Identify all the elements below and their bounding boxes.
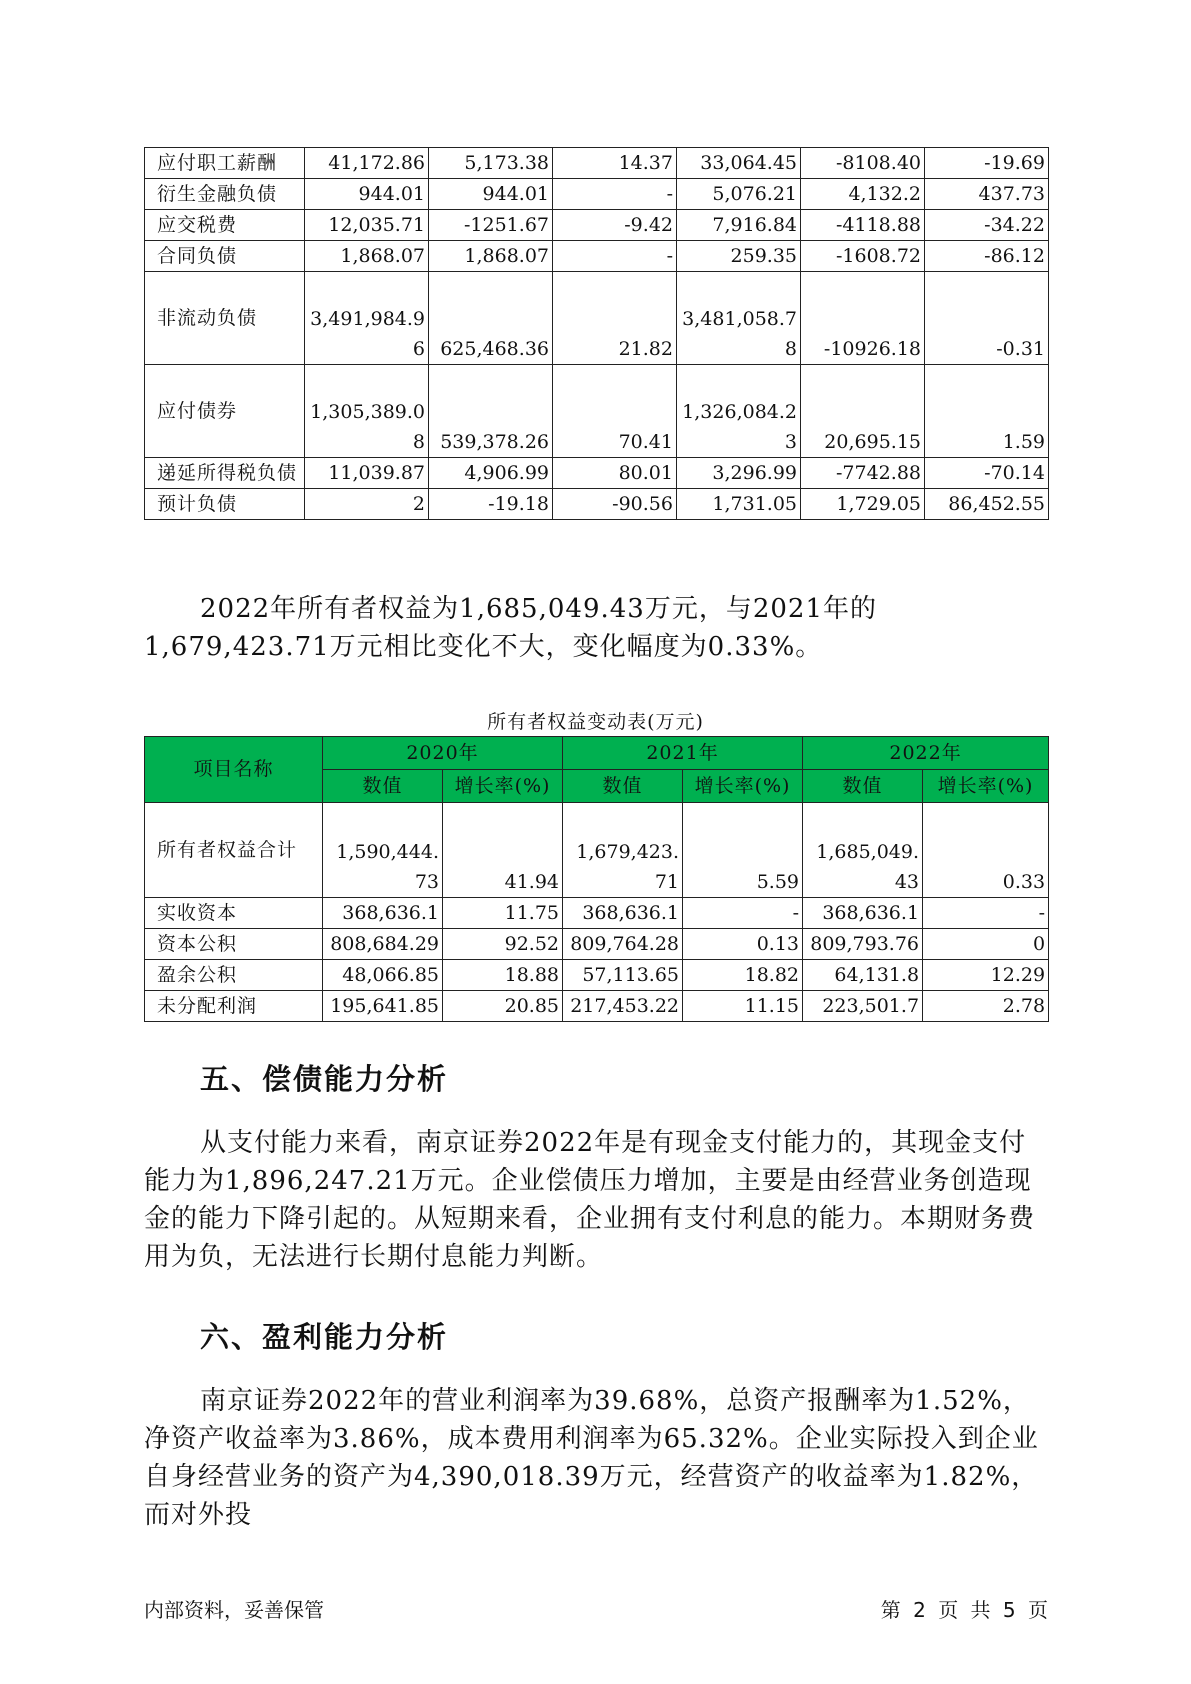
row-label: 资本公积 (145, 929, 323, 960)
cell-value: 1.59 (925, 365, 1049, 458)
cell-value: 3,491,984.96 (305, 272, 429, 365)
cell-value: 64,131.8 (803, 960, 923, 991)
cell-value: 1,305,389.08 (305, 365, 429, 458)
cell-value: - (683, 898, 803, 929)
table-row (145, 210, 1049, 241)
header-value-2021: 数值 (563, 770, 683, 803)
footer-page-number: 第 2 页 共 5 页 (880, 1598, 1048, 1622)
liabilities-table (144, 147, 1049, 520)
equity-change-table (144, 736, 1049, 1022)
cell-value: 20.85 (443, 991, 563, 1022)
cell-value: 2.78 (923, 991, 1049, 1022)
header-year-2020: 2020年 (323, 737, 563, 770)
table-row (145, 179, 1049, 210)
cell-value: 1,685,049.43 (803, 803, 923, 898)
cell-value: 70.41 (553, 365, 677, 458)
table-row (145, 489, 1049, 520)
cell-value: 3,481,058.78 (677, 272, 801, 365)
table-row (145, 991, 1049, 1022)
row-label: 合同负债 (145, 241, 305, 272)
cell-value: 368,636.1 (323, 898, 443, 929)
cell-value: 1,731.05 (677, 489, 801, 520)
cell-value: 1,868.07 (429, 241, 553, 272)
cell-value: 808,684.29 (323, 929, 443, 960)
cell-value: 1,729.05 (801, 489, 925, 520)
footer-confidential-note: 内部资料，妥善保管 (144, 1598, 324, 1622)
cell-value: -0.31 (925, 272, 1049, 365)
header-value-2022: 数值 (803, 770, 923, 803)
cell-value: 21.82 (553, 272, 677, 365)
cell-value: 3,296.99 (677, 458, 801, 489)
table-row (145, 803, 1049, 898)
cell-value: - (553, 179, 677, 210)
cell-value: 0.13 (683, 929, 803, 960)
equity-table-caption: 所有者权益变动表(万元) (487, 711, 704, 733)
section6-paragraph: 南京证券2022年的营业利润率为39.68%，总资产报酬率为1.52%，净资产收益率为3.86%，成本费用利润率为65.32%。企业实际投入到企业自身经营业务的资产为4,390,018.39万元，经营资产的收益率为1.82%，而对外投 (144, 1386, 1039, 1530)
cell-value: -34.22 (925, 210, 1049, 241)
cell-value: 944.01 (429, 179, 553, 210)
cell-value: 539,378.26 (429, 365, 553, 458)
cell-value: 18.88 (443, 960, 563, 991)
cell-value: 1,868.07 (305, 241, 429, 272)
row-label: 非流动负债 (145, 272, 305, 365)
cell-value: 1,679,423.71 (563, 803, 683, 898)
cell-value: 195,641.85 (323, 991, 443, 1022)
header-growth-2020: 增长率(%) (443, 770, 563, 803)
header-growth-2021: 增长率(%) (683, 770, 803, 803)
cell-value: 809,793.76 (803, 929, 923, 960)
cell-value: 0 (923, 929, 1049, 960)
cell-value: 12,035.71 (305, 210, 429, 241)
cell-value: 11.75 (443, 898, 563, 929)
cell-value: 223,501.7 (803, 991, 923, 1022)
cell-value: 5,076.21 (677, 179, 801, 210)
cell-value: - (553, 241, 677, 272)
cell-value: 1,590,444.73 (323, 803, 443, 898)
cell-value: 7,916.84 (677, 210, 801, 241)
row-label: 衍生金融负债 (145, 179, 305, 210)
cell-value: 437.73 (925, 179, 1049, 210)
table-row (145, 148, 1049, 179)
section5-heading: 五、偿债能力分析 (200, 1062, 449, 1096)
cell-value: -86.12 (925, 241, 1049, 272)
cell-value: 11,039.87 (305, 458, 429, 489)
cell-value: 368,636.1 (563, 898, 683, 929)
row-label: 盈余公积 (145, 960, 323, 991)
cell-value: -1251.67 (429, 210, 553, 241)
table-row (145, 241, 1049, 272)
cell-value: - (923, 898, 1049, 929)
table-row (145, 272, 1049, 365)
cell-value: -90.56 (553, 489, 677, 520)
cell-value: -8108.40 (801, 148, 925, 179)
cell-value: 41,172.86 (305, 148, 429, 179)
cell-value: -1608.72 (801, 241, 925, 272)
cell-value: 217,453.22 (563, 991, 683, 1022)
cell-value: 5.59 (683, 803, 803, 898)
section5-paragraph: 从支付能力来看，南京证券2022年是有现金支付能力的，其现金支付能力为1,896,247.21万元。企业偿债压力增加，主要是由经营业务创造现金的能力下降引起的。从短期来看，企业拥有支付利息的能力。本期财务费用为负，无法进行长期付息能力判断。 (144, 1128, 1036, 1272)
cell-value: 80.01 (553, 458, 677, 489)
cell-value: -10926.18 (801, 272, 925, 365)
cell-value: 12.29 (923, 960, 1049, 991)
section6-heading: 六、盈利能力分析 (200, 1320, 449, 1354)
header-growth-2022: 增长率(%) (923, 770, 1049, 803)
table-row (145, 929, 1049, 960)
header-year-2022: 2022年 (803, 737, 1049, 770)
cell-value: 33,064.45 (677, 148, 801, 179)
cell-value: 625,468.36 (429, 272, 553, 365)
table-row (145, 365, 1049, 458)
cell-value: -9.42 (553, 210, 677, 241)
cell-value: -19.69 (925, 148, 1049, 179)
row-label: 实收资本 (145, 898, 323, 929)
cell-value: 14.37 (553, 148, 677, 179)
cell-value: 57,113.65 (563, 960, 683, 991)
cell-value: 944.01 (305, 179, 429, 210)
row-label: 未分配利润 (145, 991, 323, 1022)
row-label: 应交税费 (145, 210, 305, 241)
cell-value: 368,636.1 (803, 898, 923, 929)
cell-value: 41.94 (443, 803, 563, 898)
cell-value: 0.33 (923, 803, 1049, 898)
cell-value: 92.52 (443, 929, 563, 960)
header-year-2021: 2021年 (563, 737, 803, 770)
row-label: 递延所得税负债 (145, 458, 305, 489)
cell-value: 20,695.15 (801, 365, 925, 458)
cell-value: -19.18 (429, 489, 553, 520)
cell-value: 809,764.28 (563, 929, 683, 960)
row-label: 所有者权益合计 (145, 803, 323, 898)
liabilities-table-body (145, 148, 1049, 520)
cell-value: -70.14 (925, 458, 1049, 489)
cell-value: 5,173.38 (429, 148, 553, 179)
equity-summary-paragraph: 2022年所有者权益为1,685,049.43万元，与2021年的1,679,423.71万元相比变化不大，变化幅度为0.33%。 (144, 594, 878, 662)
row-label: 预计负债 (145, 489, 305, 520)
cell-value: -7742.88 (801, 458, 925, 489)
cell-value: 1,326,084.23 (677, 365, 801, 458)
cell-value: 86,452.55 (925, 489, 1049, 520)
header-item-name: 项目名称 (145, 737, 323, 803)
cell-value: -4118.88 (801, 210, 925, 241)
table-row (145, 898, 1049, 929)
cell-value: 259.35 (677, 241, 801, 272)
header-value-2020: 数值 (323, 770, 443, 803)
equity-table-header (145, 737, 1049, 803)
cell-value: 48,066.85 (323, 960, 443, 991)
cell-value: 18.82 (683, 960, 803, 991)
cell-value: 4,132.2 (801, 179, 925, 210)
cell-value: 11.15 (683, 991, 803, 1022)
row-label: 应付职工薪酬 (145, 148, 305, 179)
equity-table-body (145, 803, 1049, 1022)
row-label: 应付债券 (145, 365, 305, 458)
cell-value: 4,906.99 (429, 458, 553, 489)
cell-value: 2 (305, 489, 429, 520)
table-row (145, 960, 1049, 991)
table-row (145, 458, 1049, 489)
